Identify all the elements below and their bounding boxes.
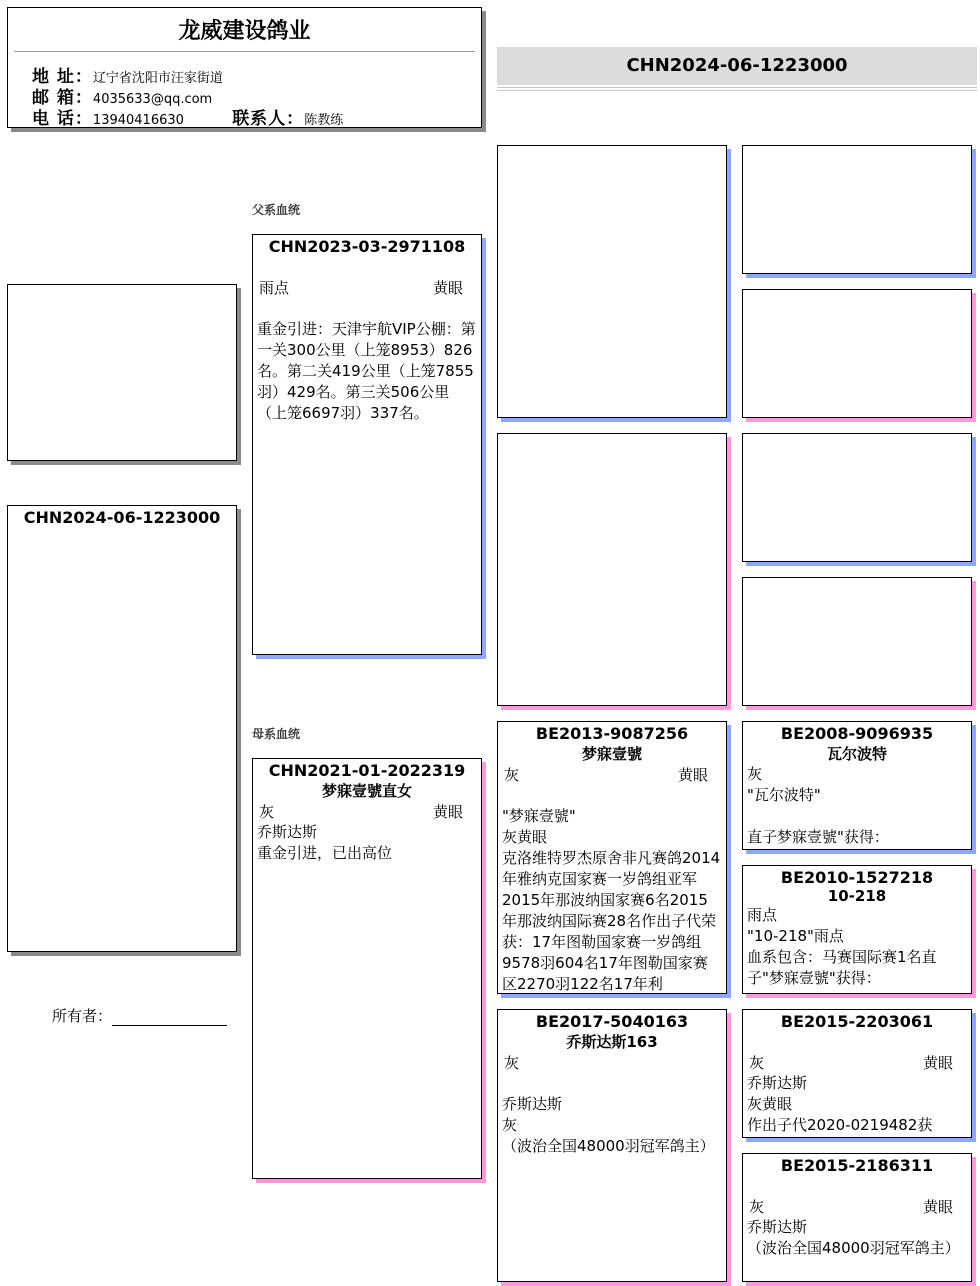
loft-title: 龙威建设鸽业 <box>178 19 311 44</box>
dam-sire-description: 克洛维特罗杰原舍非凡赛鸽2014年雅纳克国家赛一岁鸽组亚军2015年那波纳国家赛6名2015年那波纳国际赛28名作出子代荣获：17年图勒国家赛一岁鸽组9578羽604名17年图勒国家赛区2270羽122名17年利 <box>502 849 721 993</box>
header-divider <box>14 51 475 52</box>
dam-sire-eye: 黄眼 <box>677 766 708 784</box>
sire-sire-card <box>497 145 727 418</box>
contact-label: 联系人： <box>232 109 305 128</box>
dam-name: 梦寐壹號直女 <box>321 782 412 800</box>
dam-sire-dam-name: 10-218 <box>827 887 887 905</box>
subject-ring-banner: CHN2024-06-1223000 <box>497 47 977 85</box>
subject-card <box>7 505 237 952</box>
dam-sire-sire-line-1: "瓦尔波特" <box>747 786 821 804</box>
dam-sire-sire-color: 灰 <box>747 765 763 783</box>
phone-value: 13940416630 <box>92 113 184 128</box>
dam-dam-traits <box>498 1052 726 1073</box>
owner-label: 所有者： <box>52 1007 113 1025</box>
dam-dam-name: 乔斯达斯163 <box>566 1033 658 1051</box>
subject-photo-box <box>7 284 237 461</box>
sire-eye: 黄眼 <box>432 279 463 297</box>
dam-sire-line-1: "梦寐壹號" <box>502 807 576 825</box>
dam-sire-dam-card <box>742 865 972 994</box>
dam-dam-sire-eye: 黄眼 <box>922 1054 953 1072</box>
sire-traits <box>253 277 481 298</box>
phone-line <box>32 104 343 128</box>
dam-dam-line-1: 乔斯达斯 <box>502 1095 563 1113</box>
dam-dam-sire-traits <box>743 1052 971 1073</box>
dam-section-label: 母系血统 <box>252 727 301 741</box>
dam-dam-sire-ring: BE2015-2203061 <box>780 1012 934 1031</box>
dam-sire-card <box>497 721 727 994</box>
dam-ring: CHN2021-01-2022319 <box>268 761 466 780</box>
owner-line <box>52 1005 227 1026</box>
dam-eye: 黄眼 <box>432 803 463 821</box>
address-value: 辽宁省沈阳市汪家街道 <box>92 71 223 86</box>
dam-dam-card <box>497 1009 727 1282</box>
subject-ring: CHN2024-06-1223000 <box>23 508 221 527</box>
dam-dam-sire-card <box>742 1009 972 1138</box>
sire-dam-sire-card <box>742 433 972 562</box>
dam-sire-dam-color: 雨点 <box>747 906 778 924</box>
dam-sire-dam-line-1: "10-218"雨点 <box>747 927 844 945</box>
sire-card <box>252 234 482 655</box>
sire-ring: CHN2023-03-2971108 <box>268 237 466 256</box>
dam-line-2: 重金引进，已出高位 <box>257 844 393 862</box>
dam-dam-color: 灰 <box>504 1054 520 1072</box>
dam-sire-dam-ring: BE2010-1527218 <box>780 868 934 887</box>
contact-value: 陈教练 <box>304 113 344 128</box>
dam-dam-line-2: 灰 <box>502 1116 518 1134</box>
dam-dam-sire-line-1: 乔斯达斯 <box>747 1074 808 1092</box>
dam-sire-sire-ring: BE2008-9096935 <box>780 724 934 743</box>
sire-dam-card <box>497 433 727 706</box>
sire-section-label: 父系血统 <box>252 203 301 217</box>
email-value: 4035633@qq.com <box>92 92 213 107</box>
dam-dam-dam-description: （波治全国48000羽冠军鸽主） <box>747 1239 960 1257</box>
dam-dam-dam-ring: BE2015-2186311 <box>780 1156 934 1175</box>
sire-dam-dam-card <box>742 577 972 706</box>
dam-sire-dam-description: 血系包含：马赛国际赛1名直子"梦寐壹號"获得： <box>747 948 937 987</box>
dam-dam-dam-card <box>742 1153 972 1282</box>
dam-dam-sire-color: 灰 <box>749 1054 765 1072</box>
dam-sire-color: 灰 <box>504 766 520 784</box>
dam-sire-line-2: 灰黄眼 <box>502 828 548 846</box>
dam-color: 灰 <box>259 803 275 821</box>
address-label: 地 址： <box>32 67 93 87</box>
dam-dam-description: （波治全国48000羽冠军鸽主） <box>502 1137 715 1155</box>
dam-traits <box>253 801 481 822</box>
sire-sire-dam-card <box>742 289 972 418</box>
dam-dam-dam-traits <box>743 1196 971 1217</box>
dam-sire-traits <box>498 764 726 785</box>
banner-rule-1 <box>497 87 977 88</box>
dam-dam-dam-eye: 黄眼 <box>922 1198 953 1216</box>
dam-line-1: 乔斯达斯 <box>257 823 318 841</box>
dam-dam-ring: BE2017-5040163 <box>535 1012 689 1031</box>
dam-sire-ring: BE2013-9087256 <box>535 724 689 743</box>
owner-signature-line <box>112 1011 227 1026</box>
sire-description: 重金引进：天津宇航VIP公棚：第一关300公里（上笼8953）826名。第二关419公里（上笼7855羽）429名。第三关506公里（上笼6697羽）337名。 <box>257 320 476 422</box>
dam-sire-sire-card <box>742 721 972 850</box>
dam-dam-sire-line-3: 作出子代2020-0219482获 <box>747 1116 933 1134</box>
dam-dam-dam-color: 灰 <box>749 1198 765 1216</box>
dam-dam-dam-line-1: 乔斯达斯 <box>747 1218 808 1236</box>
dam-dam-sire-line-2: 灰黄眼 <box>747 1095 793 1113</box>
dam-sire-sire-line-2: 直子梦寐壹號"获得： <box>747 828 889 846</box>
email-label: 邮 箱： <box>32 88 93 108</box>
dam-sire-name: 梦寐壹號 <box>581 745 642 763</box>
dam-card <box>252 758 482 1179</box>
header-card <box>7 7 482 128</box>
banner-rule-2 <box>497 90 977 91</box>
dam-sire-sire-name: 瓦尔波特 <box>826 745 887 763</box>
sire-sire-sire-card <box>742 145 972 274</box>
phone-label: 电 话： <box>32 109 93 128</box>
sire-color: 雨点 <box>259 279 290 297</box>
